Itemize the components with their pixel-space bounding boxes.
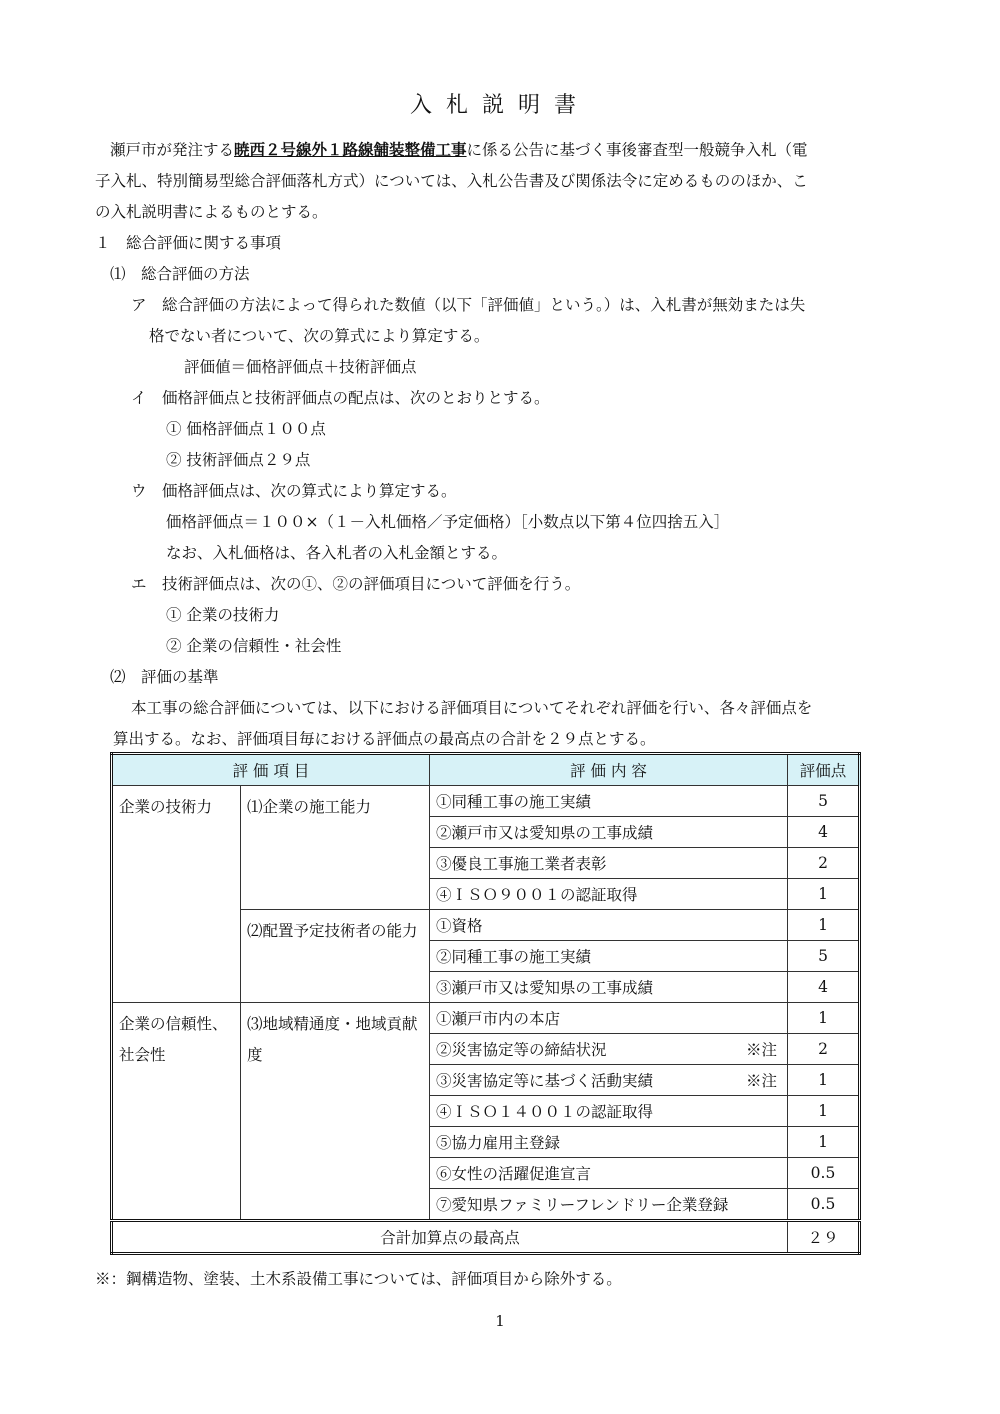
row-points: 2 bbox=[788, 1034, 860, 1065]
row-points: 1 bbox=[788, 1065, 860, 1096]
row-content: ①資格 bbox=[430, 910, 788, 941]
row-content: ④ＩＳＯ９００１の認証取得 bbox=[430, 879, 788, 910]
row-content: ②瀬戸市又は愛知県の工事成績 bbox=[430, 817, 788, 848]
subgroup-construction-capability: ⑴企業の施工能力 bbox=[241, 786, 430, 910]
table-total-row bbox=[112, 1221, 860, 1254]
item-i-line-2: ① 価格評価点１００点 bbox=[166, 420, 326, 438]
item-e-line-3: ② 企業の信頼性・社会性 bbox=[166, 637, 342, 655]
row-content: ②同種工事の施工実績 bbox=[430, 941, 788, 972]
row-points: 5 bbox=[788, 786, 860, 817]
row-points: 2 bbox=[788, 848, 860, 879]
item-i-line-3: ② 技術評価点２９点 bbox=[166, 451, 311, 469]
row-points: 1 bbox=[788, 1003, 860, 1034]
row-points: 0.5 bbox=[788, 1189, 860, 1221]
row-points: 1 bbox=[788, 879, 860, 910]
row-content: ③瀬戸市又は愛知県の工事成績 bbox=[430, 972, 788, 1003]
row-content: ⑦愛知県ファミリーフレンドリー企業登録 bbox=[430, 1189, 788, 1221]
section-1-heading: １ 総合評価に関する事項 bbox=[95, 234, 282, 252]
row-content: ④ＩＳＯ１４００１の認証取得 bbox=[430, 1096, 788, 1127]
total-points: ２９ bbox=[788, 1221, 860, 1254]
header-points: 評価点 bbox=[788, 754, 860, 786]
criteria-paragraph-line-1: 本工事の総合評価については、以下における評価項目についてそれぞれ評価を行い、各々評価点を bbox=[131, 699, 813, 717]
row-content: ⑥女性の活躍促進宣言 bbox=[430, 1158, 788, 1189]
row-points: 5 bbox=[788, 941, 860, 972]
evaluation-table bbox=[110, 752, 861, 1255]
note-marker: ※注 bbox=[745, 1072, 777, 1090]
row-points: 1 bbox=[788, 910, 860, 941]
page-number: 1 bbox=[495, 1312, 505, 1330]
row-points: 1 bbox=[788, 1096, 860, 1127]
subgroup-regional-contribution: ⑶地域精通度・地域貢献度 bbox=[241, 1003, 430, 1221]
project-name: 暁西２号線外１路線舗装整備工事 bbox=[234, 140, 467, 159]
intro-line-2: 子入札、特別簡易型総合評価落札方式）については、入札公告書及び関係法令に定めるもののほか、こ bbox=[95, 172, 808, 190]
table-header-row bbox=[112, 754, 860, 786]
table-row bbox=[112, 786, 860, 817]
intro-line-1 bbox=[110, 140, 808, 160]
formula-price: 価格評価点＝１００×（１－入札価格／予定価格）［小数点以下第４位四捨五入］ bbox=[166, 513, 730, 531]
item-a-line-2: 格でない者について、次の算式により算定する。 bbox=[149, 327, 490, 345]
intro-line-3: の入札説明書によるものとする。 bbox=[95, 203, 328, 221]
row-points: 1 bbox=[788, 1127, 860, 1158]
item-u-line-3: なお、入札価格は、各入札者の入札金額とする。 bbox=[166, 544, 508, 562]
intro-pre: 瀬戸市が発注する bbox=[110, 141, 235, 159]
row-content: ⑤協力雇用主登録 bbox=[430, 1127, 788, 1158]
total-label: 合計加算点の最高点 bbox=[112, 1221, 788, 1254]
subgroup-engineer-capability: ⑵配置予定技術者の能力 bbox=[241, 910, 430, 1003]
table-footnote: ※：鋼構造物、塗装、土木系設備工事については、評価項目から除外する。 bbox=[95, 1270, 622, 1288]
item-e-line-1: エ 技術評価点は、次の①、②の評価項目について評価を行う。 bbox=[131, 575, 581, 593]
subsection-2-heading: ⑵ 評価の基準 bbox=[110, 668, 219, 686]
header-evaluation-content: 評 価 内 容 bbox=[430, 754, 788, 786]
item-a-line-1: ア 総合評価の方法によって得られた数値（以下「評価値」という。）は、入札書が無効または失 bbox=[131, 296, 806, 314]
group-technical-ability: 企業の技術力 bbox=[112, 786, 241, 1003]
item-u-line-1: ウ 価格評価点は、次の算式により算定する。 bbox=[131, 482, 457, 500]
row-points: 4 bbox=[788, 817, 860, 848]
row-content-text: ③災害協定等に基づく活動実績 bbox=[436, 1072, 654, 1090]
item-i-line-1: イ 価格評価点と技術評価点の配点は、次のとおりとする。 bbox=[131, 389, 550, 407]
header-evaluation-item: 評 価 項 目 bbox=[112, 754, 430, 786]
row-content: ①同種工事の施工実績 bbox=[430, 786, 788, 817]
criteria-paragraph-line-2: 算出する。なお、評価項目毎における評価点の最高点の合計を２９点とする。 bbox=[113, 730, 656, 748]
row-content-with-note bbox=[430, 1034, 788, 1065]
item-e-line-2: ① 企業の技術力 bbox=[166, 606, 280, 624]
row-content: ③優良工事施工業者表彰 bbox=[430, 848, 788, 879]
document-title: 入札説明書 bbox=[409, 93, 590, 118]
subsection-1-heading: ⑴ 総合評価の方法 bbox=[110, 265, 250, 283]
row-content: ①瀬戸市内の本店 bbox=[430, 1003, 788, 1034]
table-row bbox=[112, 1003, 860, 1034]
row-content-with-note bbox=[430, 1065, 788, 1096]
row-points: 4 bbox=[788, 972, 860, 1003]
note-marker: ※注 bbox=[745, 1041, 777, 1059]
intro-post: に係る公告に基づく事後審査型一般競争入札（電 bbox=[466, 141, 808, 159]
group-reliability-social: 企業の信頼性、社会性 bbox=[112, 1003, 241, 1221]
row-points: 0.5 bbox=[788, 1158, 860, 1189]
row-content-text: ②災害協定等の締結状況 bbox=[436, 1041, 607, 1059]
formula-evaluation: 評価値＝価格評価点＋技術評価点 bbox=[184, 358, 417, 376]
